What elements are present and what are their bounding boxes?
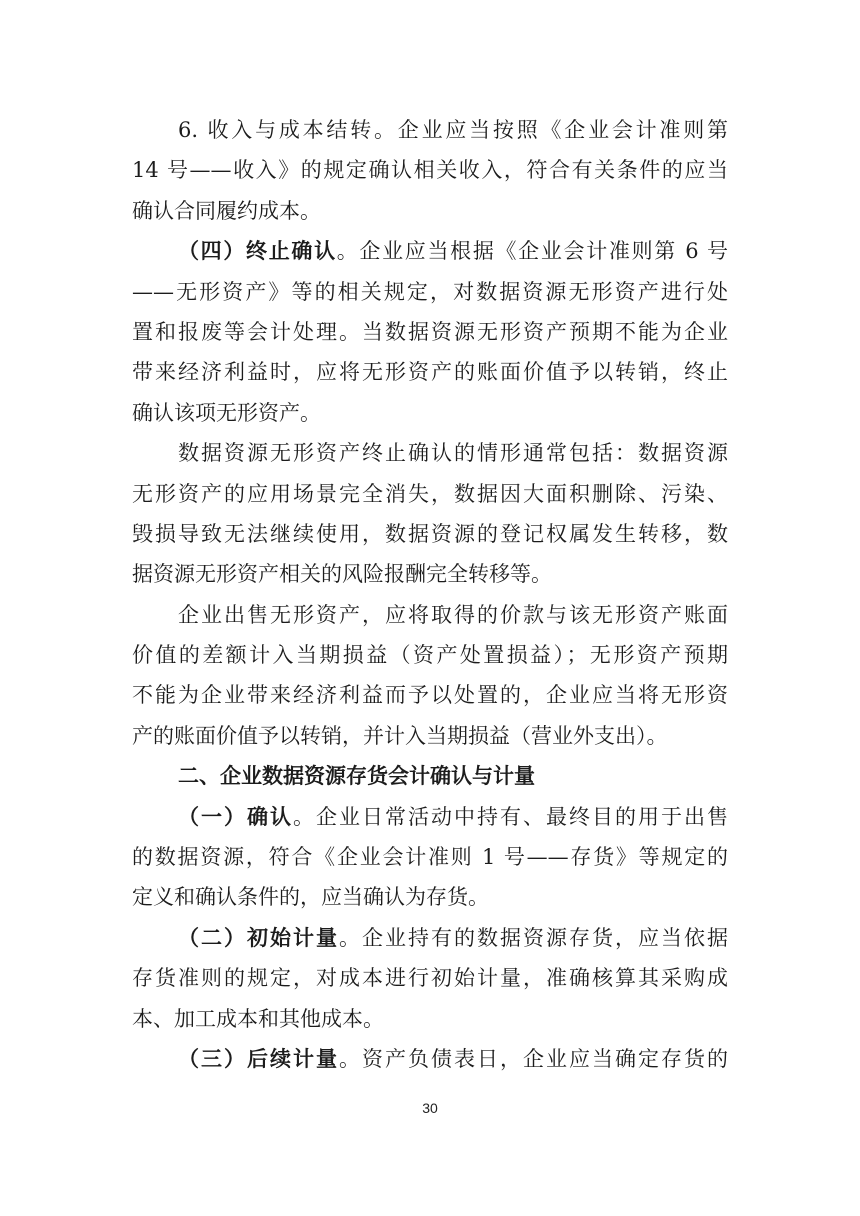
text-line: 不能为企业带来经济利益而予以处置的，企业应当将无形资 <box>132 683 728 708</box>
text-line: 毁损导致无法继续使用，数据资源的登记权属发生转移，数 <box>132 521 728 546</box>
paragraph <box>132 110 728 231</box>
text-run: 。资产负债表日，企业应当确定存货的 <box>339 1046 728 1071</box>
text-line: ——无形资产》等的相关规定，对数据资源无形资产进行处 <box>132 279 728 304</box>
text-line: 本、加工成本和其他成本。 <box>132 1006 384 1031</box>
text-line: 存货准则的规定，对成本进行初始计量，准确核算其采购成 <box>132 966 728 991</box>
text-line: 确认该项无形资产。 <box>132 400 321 425</box>
text-line: 置和报废等会计处理。当数据资源无形资产预期不能为企业 <box>132 319 728 344</box>
text-line <box>132 918 728 958</box>
section-heading <box>132 756 728 796</box>
paragraph <box>132 1039 728 1079</box>
text-line: 无形资产的应用场景完全消失，数据因大面积删除、污染、 <box>132 481 728 506</box>
paragraph <box>132 595 728 757</box>
text-line: 数据资源无形资产终止确认的情形通常包括：数据资源 <box>178 441 728 466</box>
section-lead: （三）后续计量 <box>178 1046 339 1071</box>
body-text <box>132 110 728 1079</box>
page-number: 30 <box>422 1100 438 1116</box>
text-line: 14 号——收入》的规定确认相关收入，符合有关条件的应当 <box>132 158 728 183</box>
text-line: 产的账面价值予以转销，并计入当期损益（营业外支出）。 <box>132 723 668 748</box>
paragraph <box>132 918 728 1039</box>
text-run: 。企业日常活动中持有、最终目的用于出售 <box>293 804 728 829</box>
heading-text: 二、企业数据资源存货会计确认与计量 <box>178 764 535 789</box>
text-line <box>132 797 728 837</box>
text-line: 据资源无形资产相关的风险报酬完全转移等。 <box>132 562 552 587</box>
text-line: 6. 收入与成本结转。企业应当按照《企业会计准则第 <box>178 118 728 142</box>
text-run: 。企业持有的数据资源存货，应当依据 <box>339 925 728 950</box>
text-line: 的数据资源，符合《企业会计准则 1 号——存货》等规定的 <box>132 845 728 870</box>
text-line: 价值的差额计入当期损益（资产处置损益）；无形资产预期 <box>132 643 728 668</box>
text-line <box>132 1039 728 1079</box>
text-line: 定义和确认条件的，应当确认为存货。 <box>132 885 489 910</box>
text-line: 企业出售无形资产，应将取得的价款与该无形资产账面 <box>178 602 728 627</box>
text-line: 带来经济利益时，应将无形资产的账面价值予以转销，终止 <box>132 360 728 385</box>
text-line <box>132 231 728 271</box>
paragraph <box>132 231 728 433</box>
section-lead: （四）终止确认 <box>178 239 337 264</box>
section-lead: （一）确认 <box>178 804 293 829</box>
text-line: 确认合同履约成本。 <box>132 198 321 223</box>
section-lead: （二）初始计量 <box>178 925 339 950</box>
text-run: 。企业应当根据《企业会计准则第 6 号 <box>336 239 728 264</box>
paragraph <box>132 433 728 595</box>
paragraph <box>132 797 728 918</box>
